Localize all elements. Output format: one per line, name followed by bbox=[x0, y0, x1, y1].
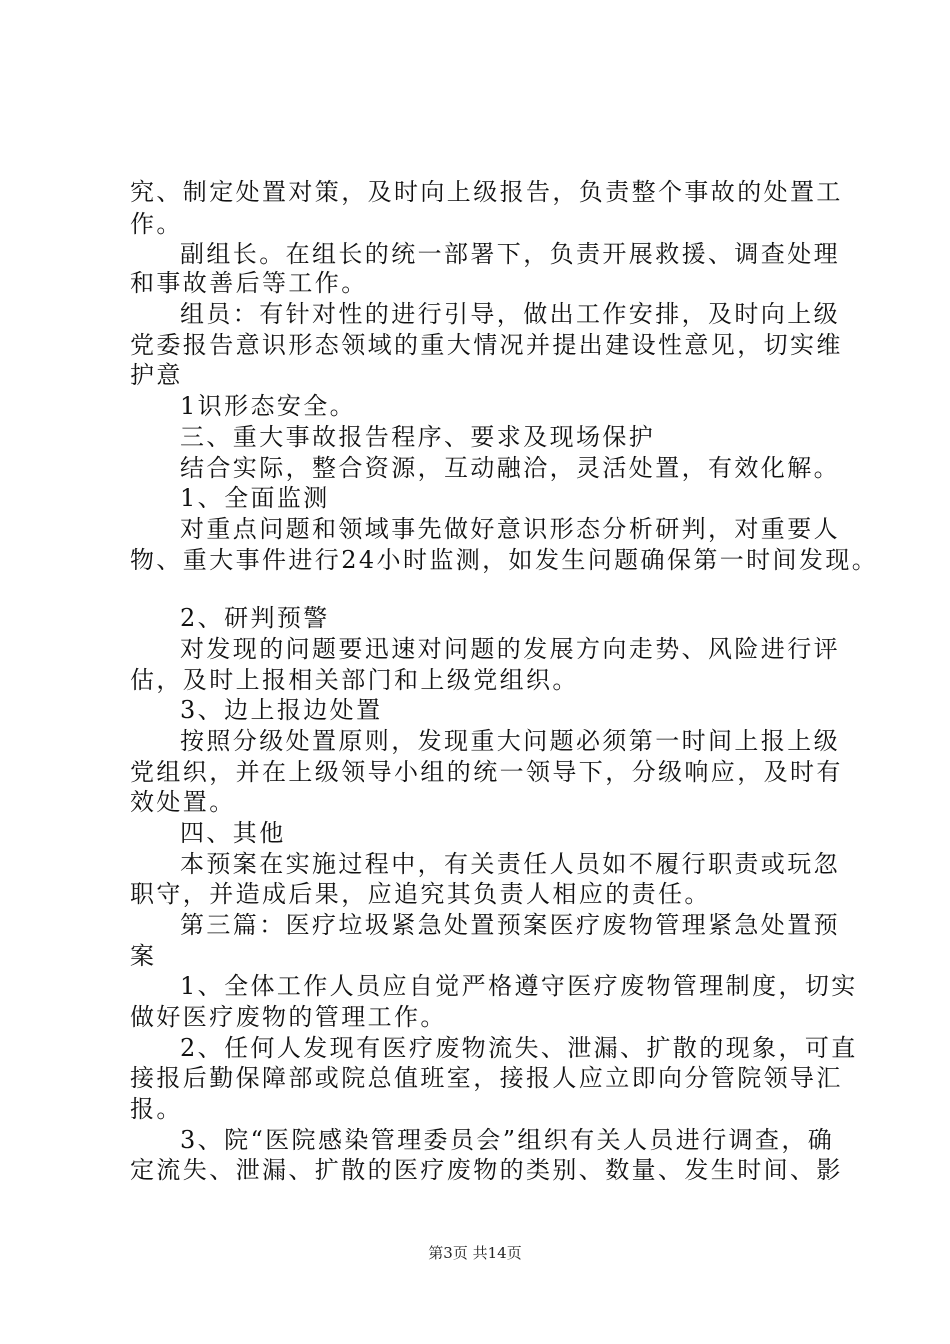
paragraph-line: 3、院“医院感染管理委员会”组织有关人员进行调查，确 bbox=[180, 1126, 835, 1154]
paragraph-line: 护意 bbox=[130, 361, 183, 389]
paragraph-line: 副组长。在组长的统一部署下，负责开展救援、调查处理 bbox=[180, 240, 840, 268]
paragraph-line: 定流失、泄漏、扩散的医疗废物的类别、数量、发生时间、影 bbox=[130, 1156, 843, 1184]
paragraph-line: 2、任何人发现有医疗废物流失、泄漏、扩散的现象，可直 bbox=[180, 1034, 858, 1062]
paragraph-line: 对发现的问题要迅速对问题的发展方向走势、风险进行评 bbox=[180, 635, 840, 663]
paragraph-line: 作。 bbox=[130, 210, 183, 238]
paragraph-line: 1、全体工作人员应自觉严格遵守医疗废物管理制度，切实 bbox=[180, 972, 858, 1000]
paragraph-line: 党委报告意识形态领域的重大情况并提出建设性意见，切实维 bbox=[130, 331, 843, 359]
subsection-heading: 1、全面监测 bbox=[180, 484, 330, 512]
paragraph-line: 党组织，并在上级领导小组的统一领导下，分级响应，及时有 bbox=[130, 758, 843, 786]
paragraph-line: 接报后勤保障部或院总值班室，接报人应立即向分管院领导汇 bbox=[130, 1064, 843, 1092]
page-number-footer: 第3页 共14页 bbox=[428, 1244, 522, 1262]
paragraph-line: 究、制定处置对策，及时向上级报告，负责整个事故的处置工 bbox=[130, 178, 843, 206]
paragraph-line: 组员：有针对性的进行引导，做出工作安排，及时向上级 bbox=[180, 300, 840, 328]
paragraph-line: 报。 bbox=[130, 1095, 183, 1123]
paragraph-line: 物、重大事件进行24小时监测，如发生问题确保第一时间发现。 bbox=[130, 546, 879, 574]
section-heading: 四、其他 bbox=[180, 819, 286, 847]
paragraph-line: 结合实际，整合资源，互动融洽，灵活处置，有效化解。 bbox=[180, 454, 840, 482]
paragraph-line: 1识形态安全。 bbox=[180, 392, 357, 420]
paragraph-line: 本预案在实施过程中，有关责任人员如不履行职责或玩忽 bbox=[180, 850, 840, 878]
paragraph-line: 职守，并造成后果，应追究其负责人相应的责任。 bbox=[130, 880, 711, 908]
chapter-heading: 第三篇：医疗垃圾紧急处置预案医疗废物管理紧急处置预 bbox=[180, 911, 840, 939]
paragraph-line: 对重点问题和领域事先做好意识形态分析研判，对重要人 bbox=[180, 515, 840, 543]
subsection-heading: 3、边上报边处置 bbox=[180, 696, 383, 724]
paragraph-line: 估，及时上报相关部门和上级党组织。 bbox=[130, 666, 579, 694]
paragraph-line: 按照分级处置原则，发现重大问题必须第一时间上报上级 bbox=[180, 727, 840, 755]
paragraph-line: 做好医疗废物的管理工作。 bbox=[130, 1003, 447, 1031]
subsection-heading: 2、研判预警 bbox=[180, 604, 330, 632]
paragraph-line: 和事故善后等工作。 bbox=[130, 269, 368, 297]
paragraph-line: 效处置。 bbox=[130, 788, 236, 816]
section-heading: 三、重大事故报告程序、要求及现场保护 bbox=[180, 423, 656, 451]
chapter-heading: 案 bbox=[130, 942, 157, 970]
